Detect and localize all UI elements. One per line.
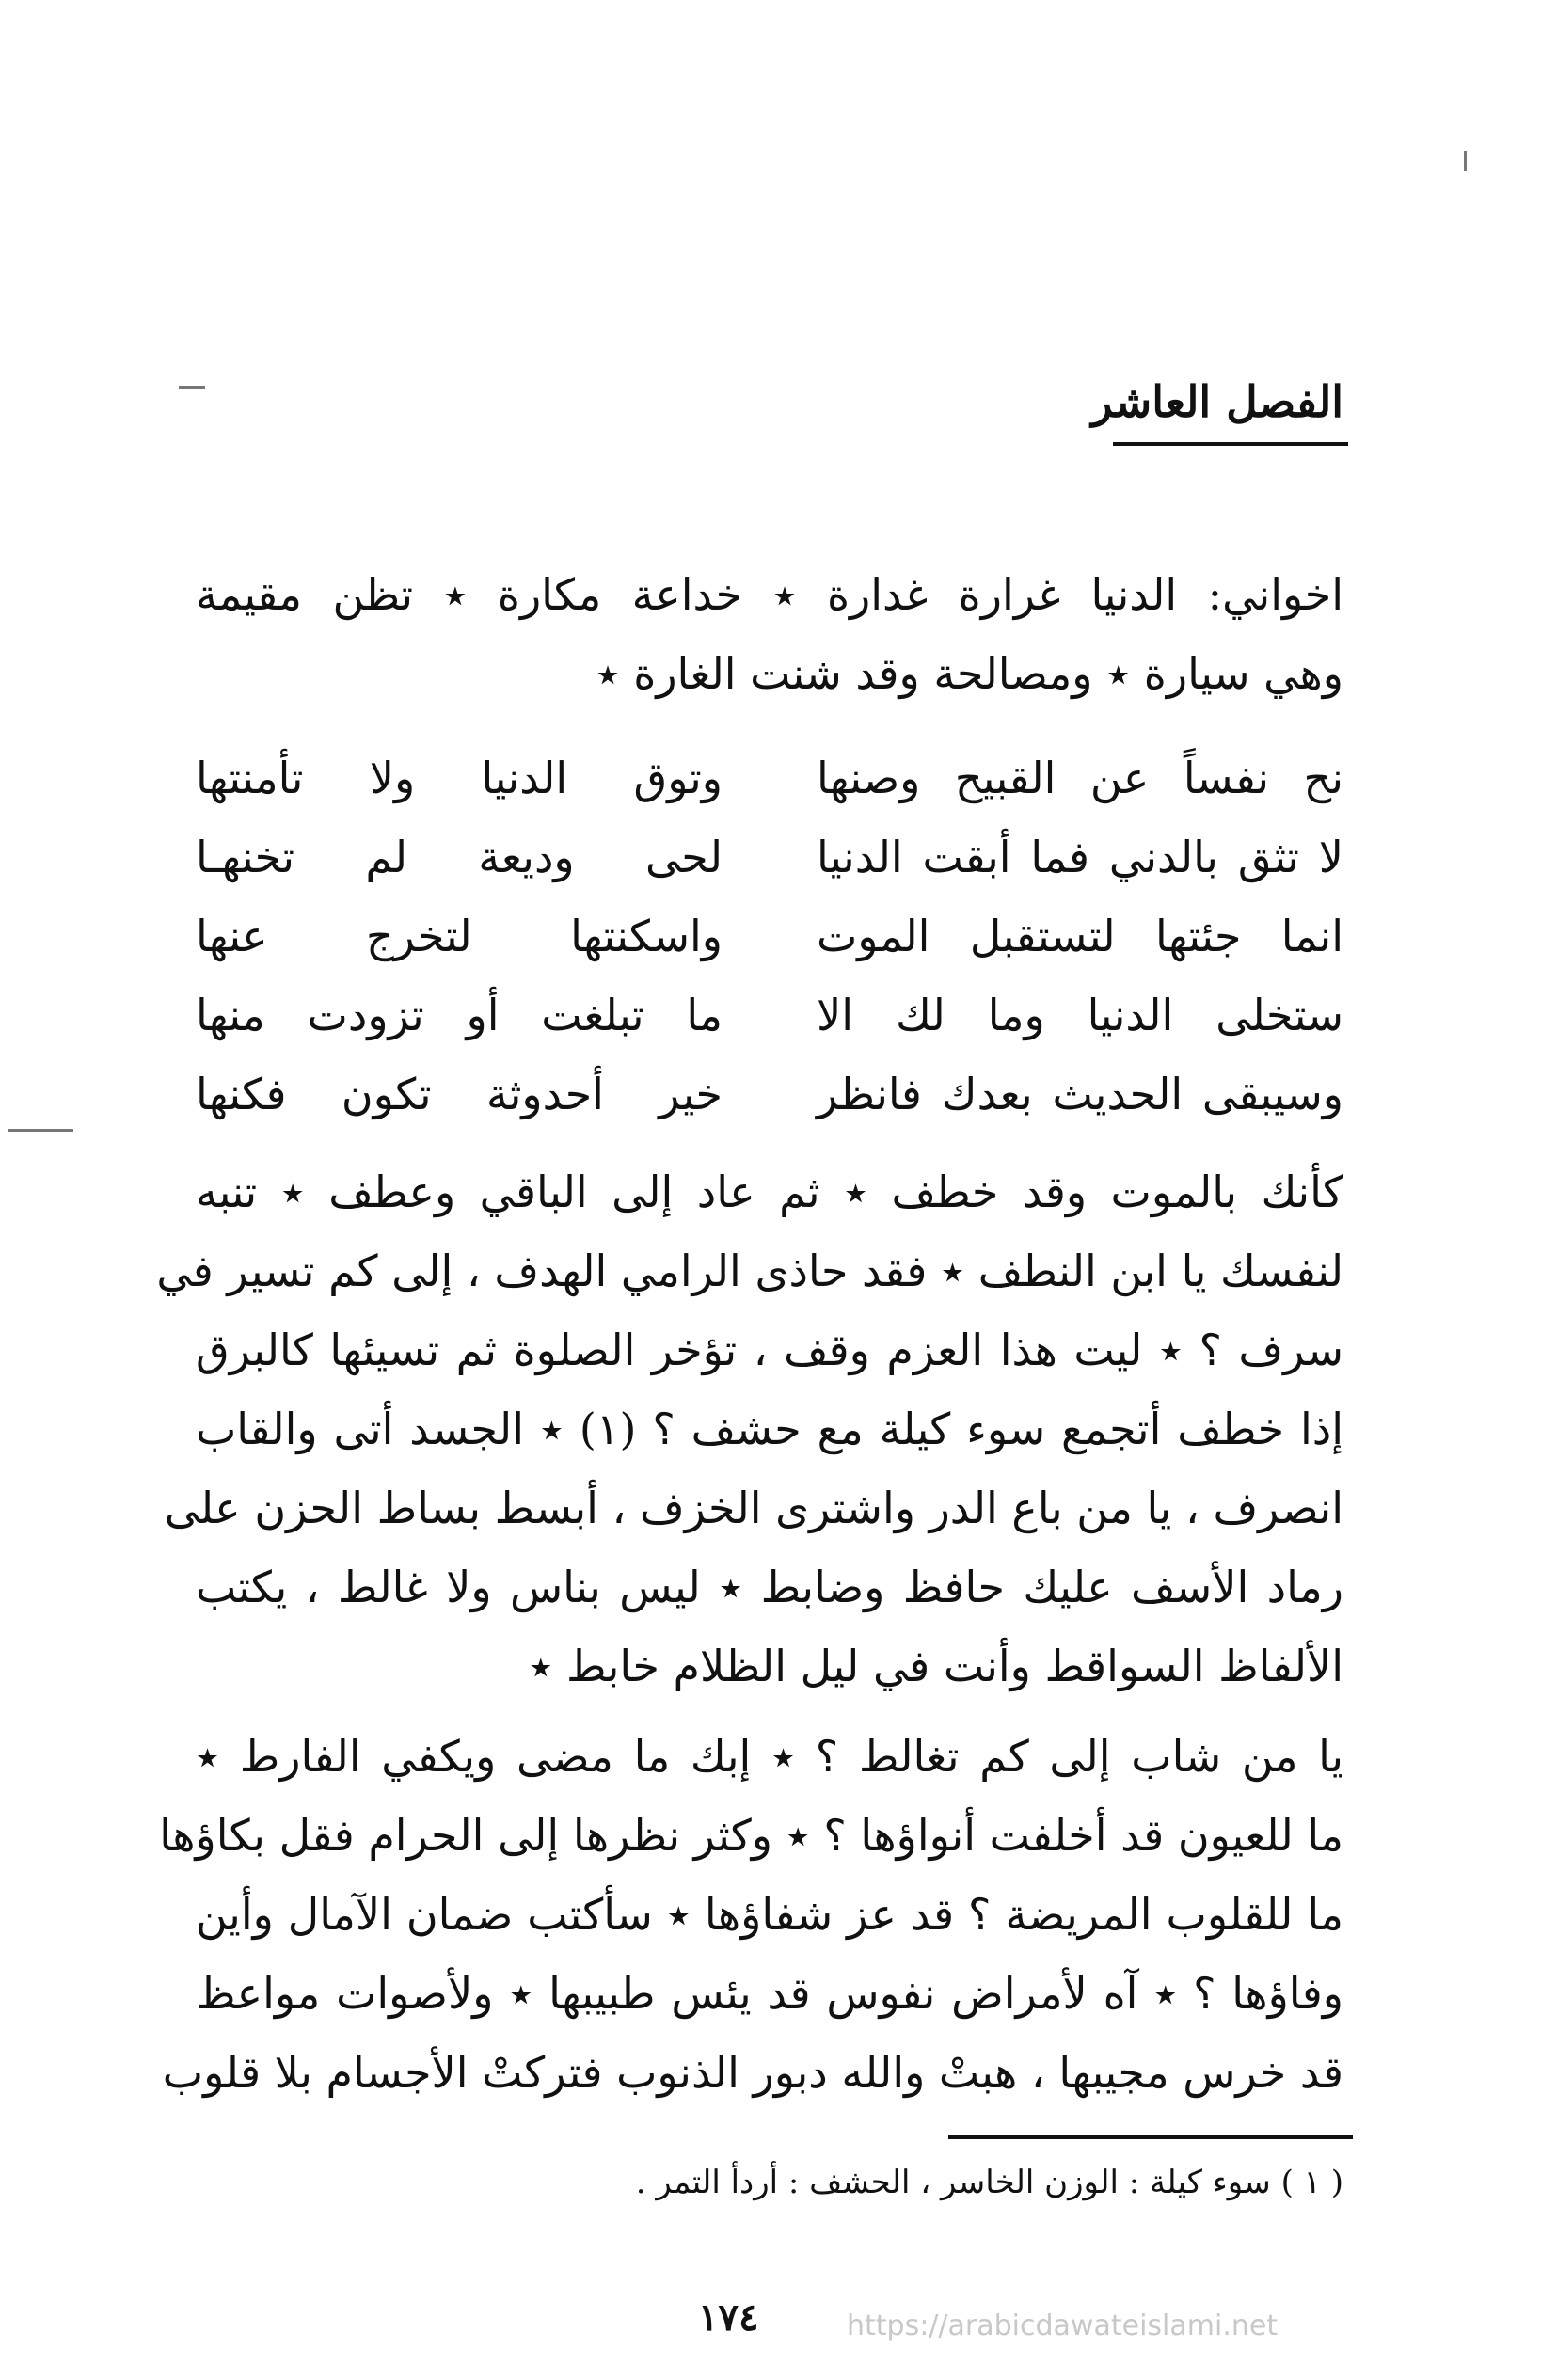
text-line: وفاؤها ؟ ٭ آه لأمراض نفوس قد يئس طبيبها ٭ ولأصوات مواعظ (196, 1968, 1343, 2019)
verse-second-hemistich: وتوق الدنيا ولا تأمنتها (196, 753, 723, 803)
poem-verse (196, 738, 1343, 817)
poem-verse (196, 1055, 1343, 1134)
text-line: كأنك بالموت وقد خطف ٭ ثم عاد إلى الباقي وعطف ٭ تنبه (196, 1166, 1343, 1217)
footnote: ( ١ ) سوء كيلة : الوزن الخاسر ، الحشف : أردأ التمر . (635, 2164, 1343, 2201)
poem-verse (196, 896, 1343, 976)
poem (196, 738, 1343, 1134)
text-line: انصرف ، يا من باع الدر واشترى الخزف ، أبسط بساط الحزن على (164, 1483, 1343, 1533)
verse-first-hemistich: انما جئتها لتستقبل الموت (817, 911, 1343, 961)
text-line: لنفسك يا ابن النطف ٭ فقد حاذى الرامي الهدف ، إلى كم تسير في (156, 1246, 1343, 1296)
text-line: وهي سيارة ٭ ومصالحة وقد شنت الغارة ٭ (596, 648, 1343, 699)
chapter-title-underline (1113, 442, 1348, 446)
text-line: ما للعيون قد أخلفت أنواؤها ؟ ٭ وكثر نظرها إلى الحرام فقل بكاؤها (159, 1810, 1343, 1861)
text-line: ما للقلوب المريضة ؟ قد عز شفاؤها ٭ سأكتب ضمان الآمال وأين (196, 1889, 1343, 1940)
paragraph-3 (159, 1717, 1343, 2112)
verse-second-hemistich: خير أحدوثة تكون فكنها (196, 1069, 723, 1119)
chapter-title: الفصل العاشر (1091, 376, 1343, 427)
page-number: ١٧٤ (698, 2295, 759, 2340)
watermark-url: https://arabicdawateislami.net (847, 2309, 1279, 2342)
verse-first-hemistich: لا تثق بالدني فما أبقت الدنيا (817, 832, 1343, 882)
poem-verse (196, 976, 1343, 1055)
text-line: سرف ؟ ٭ ليت هذا العزم وقف ، تؤخر الصلوة ثم تسيئها كالبرق (196, 1325, 1343, 1375)
text-line: اخواني: الدنيا غرارة غدارة ٭ خداعة مكارة ٭ تظن مقيمة (196, 569, 1343, 620)
verse-first-hemistich: ستخلى الدنيا وما لك الا (817, 990, 1343, 1040)
scan-speck (1464, 151, 1467, 171)
verse-second-hemistich: ما تبلغت أو تزودت منها (196, 990, 723, 1040)
text-line: قد خرس مجيبها ، هبتْ والله دبور الذنوب فتركتْ الأجسام بلا قلوب (162, 2047, 1343, 2098)
verse-first-hemistich: وسيبقى الحديث بعدك فانظر (817, 1069, 1343, 1119)
intro-paragraph (196, 555, 1343, 713)
text-line: الألفاظ السواقط وأنت في ليل الظلام خابط ٭ (529, 1641, 1343, 1691)
text-line: رماد الأسف عليك حافظ وضابط ٭ ليس بناس ولا غالط ، يكتب (196, 1562, 1343, 1612)
text-line: إذا خطف أتجمع سوء كيلة مع حشف ؟ (١) ٭ الجسد أتى والقاب (196, 1404, 1343, 1454)
verse-second-hemistich: واسكنتها لتخرج عنها (196, 911, 723, 961)
footnote-separator (948, 2135, 1353, 2139)
text-line: يا من شاب إلى كم تغالط ؟ ٭ إبك ما مضى ويكفي الفارط ٭ (196, 1731, 1343, 1782)
verse-first-hemistich: نح نفساً عن القبيح وصنها (817, 753, 1343, 803)
scan-speck (8, 1129, 73, 1132)
scan-speck (179, 386, 205, 389)
paragraph-2 (156, 1152, 1343, 1706)
poem-verse (196, 817, 1343, 896)
verse-second-hemistich: لحى وديعة لم تخنهـا (196, 832, 723, 882)
